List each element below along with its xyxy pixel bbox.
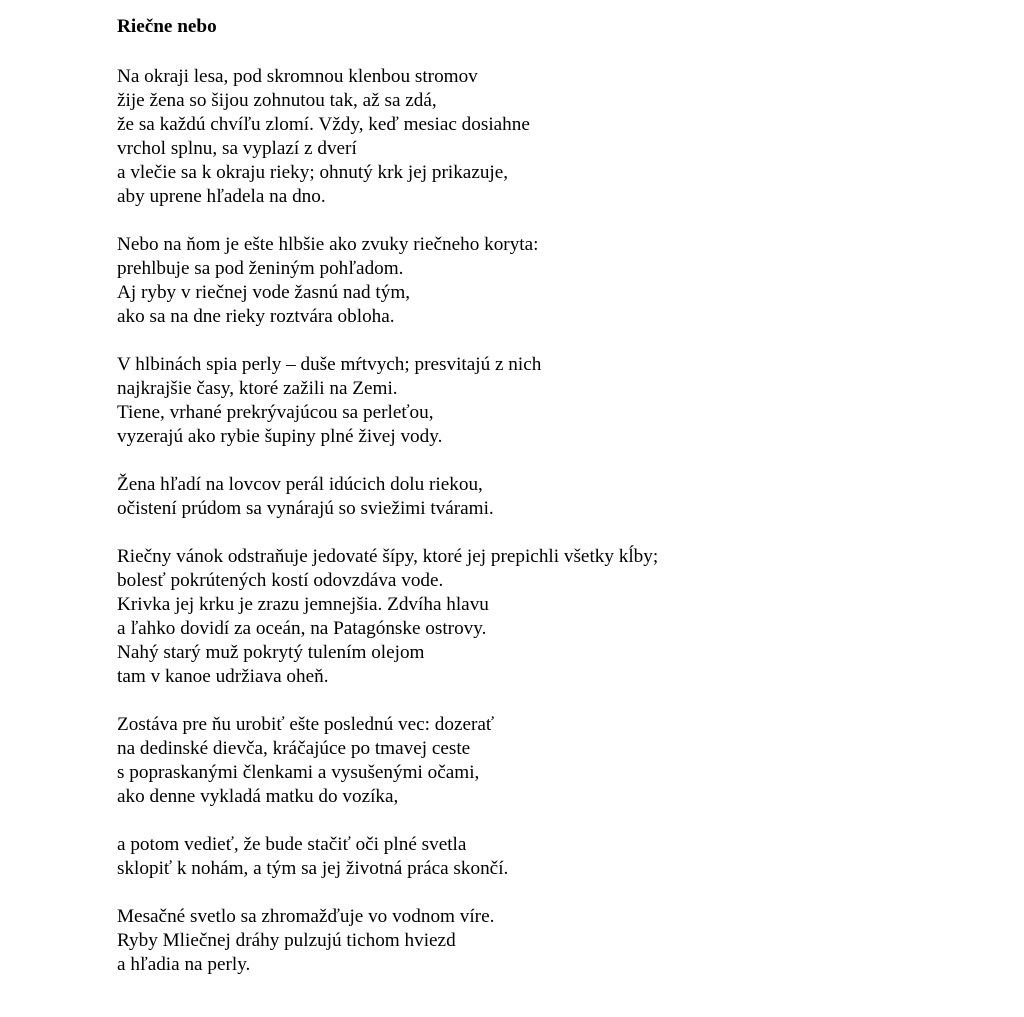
poem-line: Žena hľadí na lovcov perál idúcich dolu riekou, [117,474,483,495]
poem-line: najkrajšie časy, ktoré zažili na Zemi. [117,378,398,399]
poem-line: a hľadia na perly. [117,954,251,975]
poem-line: Krivka jej krku je zrazu jemnejšia. Zdvíha hlavu [117,594,489,615]
poem-line: ako sa na dne rieky roztvára obloha. [117,306,395,327]
poem-stanza [117,473,997,521]
poem-line: bolesť pokrútených kostí odovzdáva vode. [117,570,444,591]
poem-line: vrchol splnu, sa vyplazí z dverí [117,138,357,159]
poem-body [117,65,997,977]
poem-line: Riečny vánok odstraňuje jedovaté šípy, ktoré jej prepichli všetky kĺby; [117,546,659,567]
poem-line: žije žena so šijou zohnutou tak, až sa zdá, [117,90,437,111]
poem-line: Mesačné svetlo sa zhromažďuje vo vodnom víre. [117,906,495,927]
poem-line: Nebo na ňom je ešte hlbšie ako zvuky riečneho koryta: [117,234,539,255]
poem-line: Aj ryby v riečnej vode žasnú nad tým, [117,282,411,303]
poem-line: s popraskanými členkami a vysušenými očami, [117,762,480,783]
poem-line: aby uprene hľadela na dno. [117,186,326,207]
poem-title: Riečne nebo [117,16,217,37]
poem-stanza [117,905,997,977]
poem-line: prehlbuje sa pod ženiným pohľadom. [117,258,404,279]
poem-line: na dedinské dievča, kráčajúce po tmavej ceste [117,738,471,759]
poem-line: Ryby Mliečnej dráhy pulzujú tichom hviezd [117,930,456,951]
poem-line: sklopiť k nohám, a tým sa jej životná práca skončí. [117,858,509,879]
poem-line: V hlbinách spia perly – duše mŕtvych; presvitajú z nich [117,354,542,375]
poem-line: Tiene, vrhané prekrývajúcou sa perleťou, [117,402,434,423]
poem-stanza [117,545,997,689]
poem-stanza [117,65,997,209]
poem-stanza [117,353,997,449]
poem-line: Na okraji lesa, pod skromnou klenbou stromov [117,66,478,87]
poem-line: Zostáva pre ňu urobiť ešte poslednú vec: dozerať [117,714,495,735]
poem-document [117,13,997,1001]
poem-stanza [117,713,997,809]
poem-line: a potom vedieť, že bude stačiť oči plné svetla [117,834,467,855]
poem-line: ako denne vykladá matku do vozíka, [117,786,399,807]
poem-line: tam v kanoe udržiava oheň. [117,666,329,687]
poem-line: a ľahko dovidí za oceán, na Patagónske ostrovy. [117,618,487,639]
poem-stanza [117,833,997,881]
poem-line: že sa každú chvíľu zlomí. Vždy, keď mesiac dosiahne [117,114,530,135]
poem-line: vyzerajú ako rybie šupiny plné živej vody. [117,426,443,447]
poem-line: a vlečie sa k okraju rieky; ohnutý krk jej prikazuje, [117,162,509,183]
poem-line: očistení prúdom sa vynárajú so sviežimi tvárami. [117,498,494,519]
poem-stanza [117,233,997,329]
poem-line: Nahý starý muž pokrytý tulením olejom [117,642,425,663]
